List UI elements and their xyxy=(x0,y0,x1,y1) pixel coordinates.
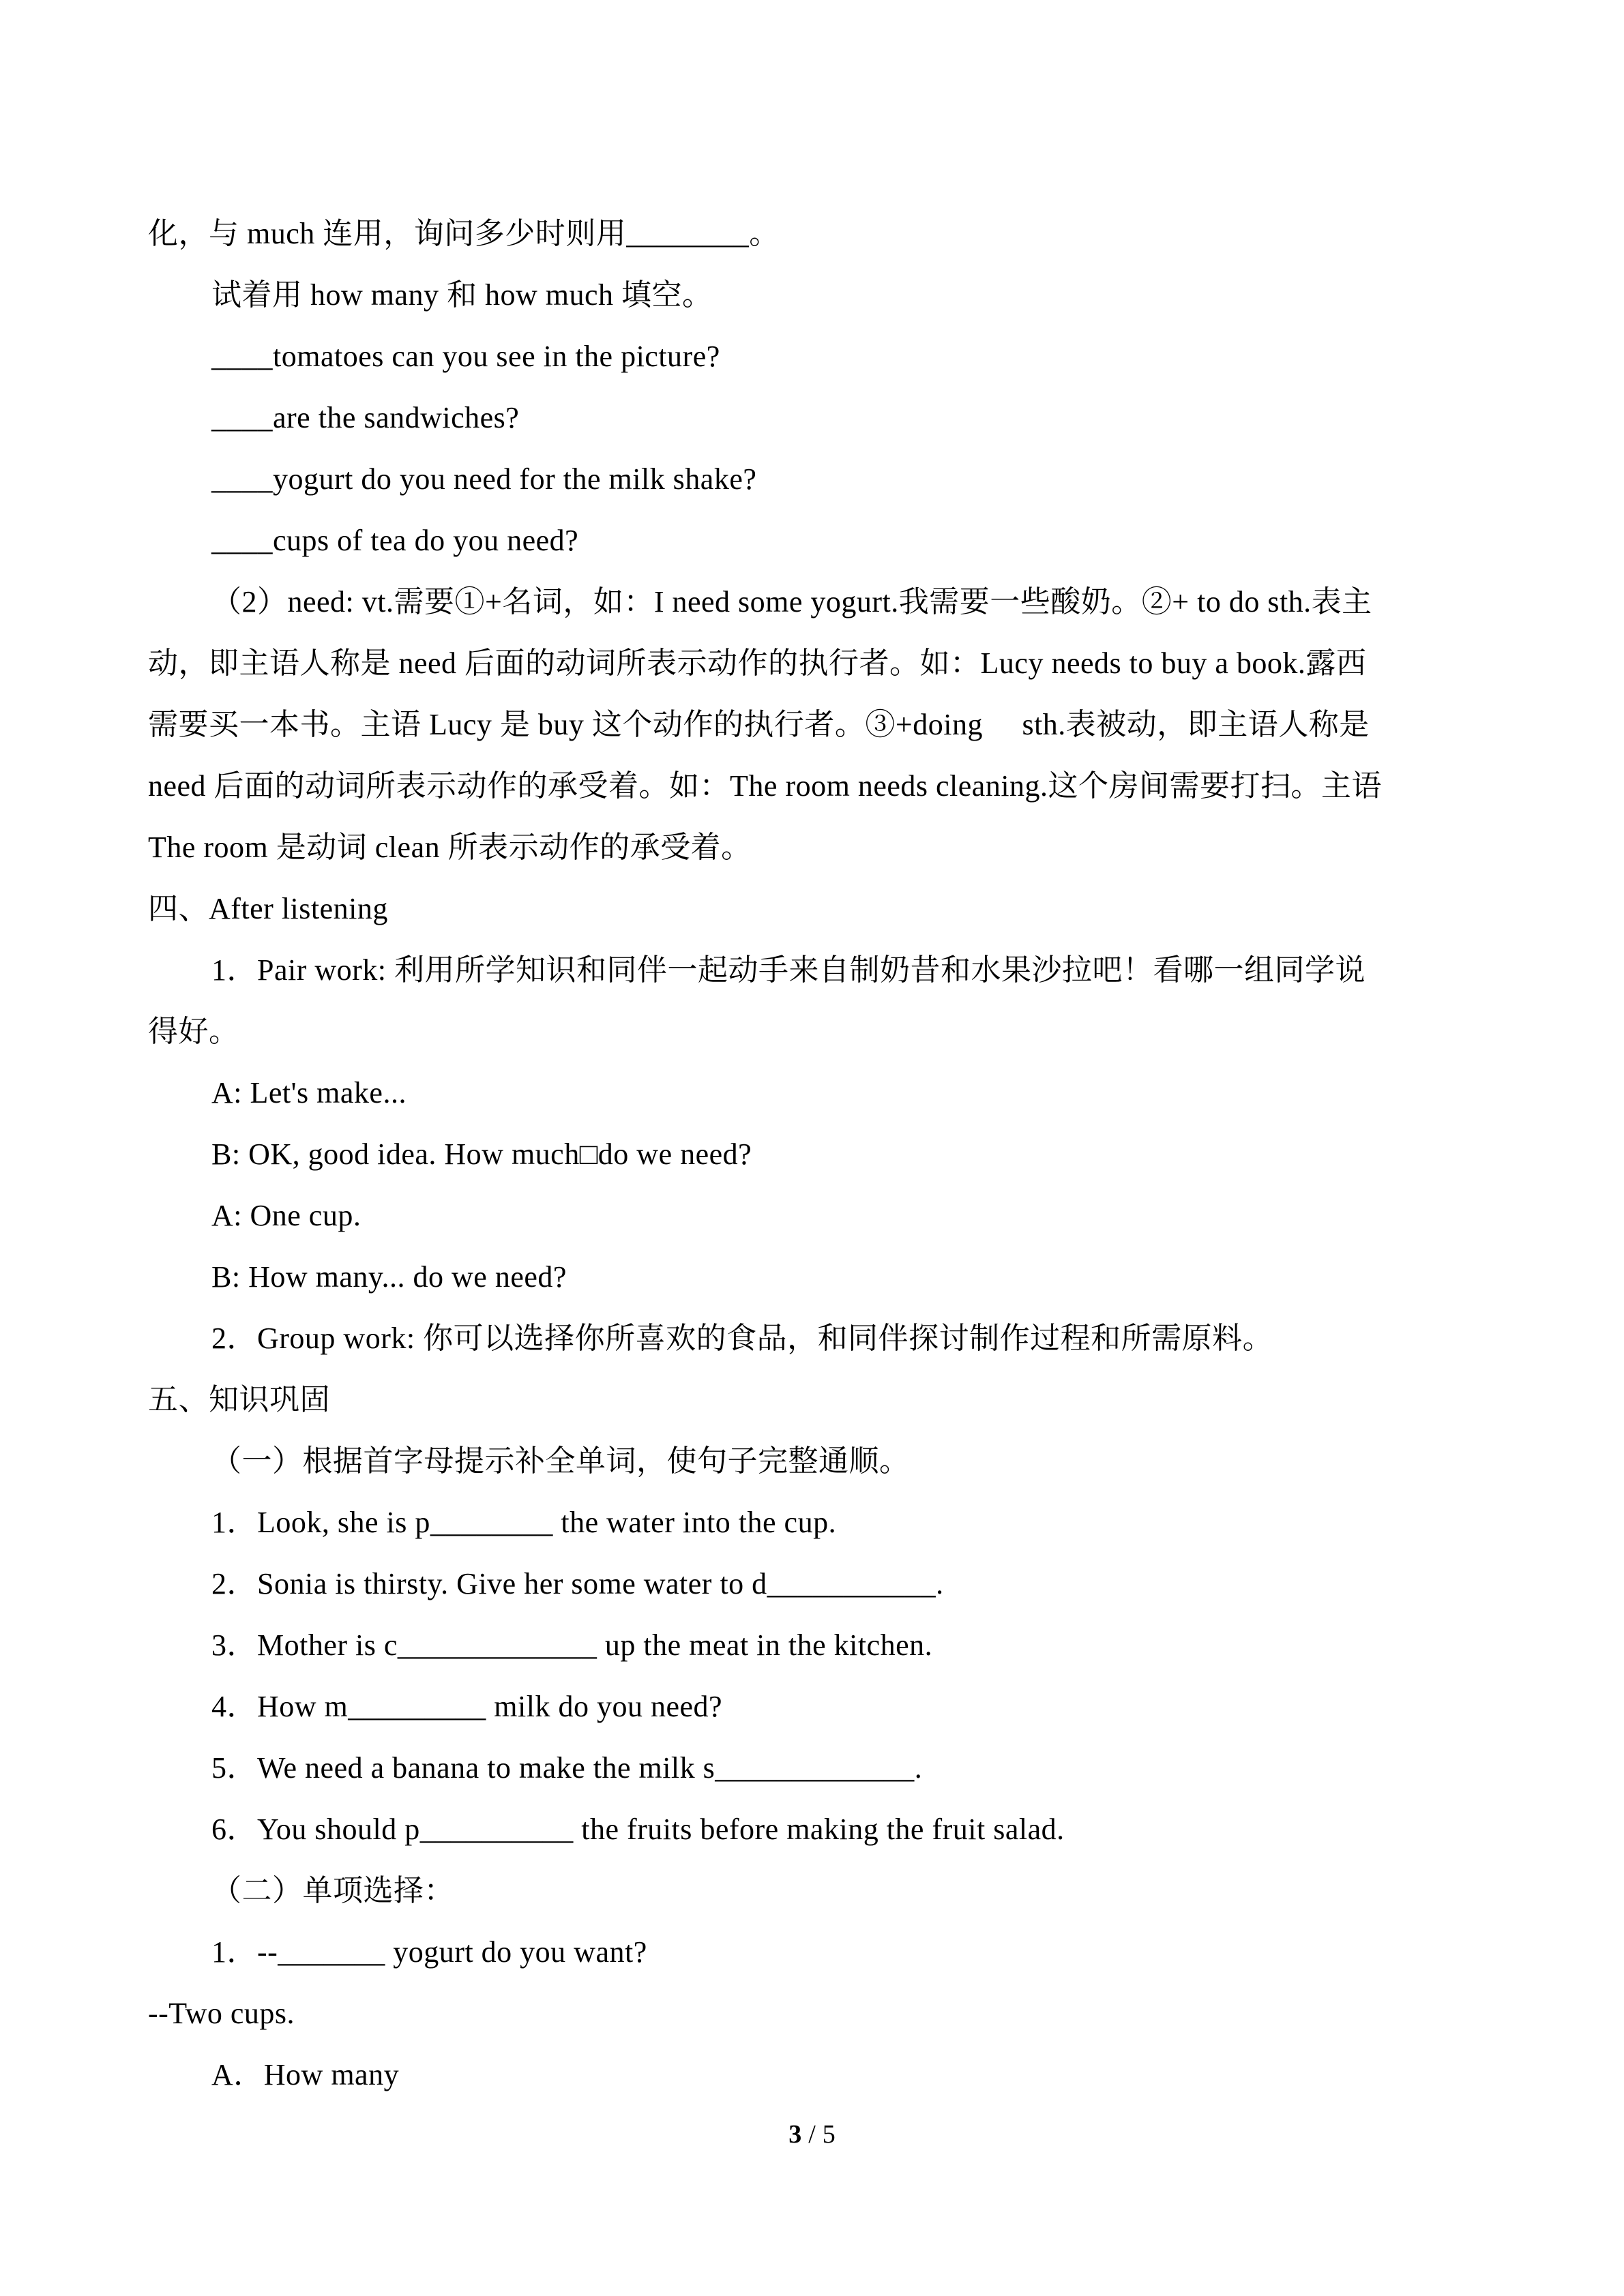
doc-line: A: Let's make... xyxy=(211,1076,407,1109)
doc-line: 试着用 how many 和 how much 填空。 xyxy=(211,278,713,312)
doc-line: B: OK, good idea. How much□do we need? xyxy=(211,1137,752,1171)
doc-line: （一）根据首字母提示补全单词，使句子完整通顺。 xyxy=(211,1444,910,1478)
page-number-separator: / xyxy=(808,2120,816,2149)
doc-line: 2．Sonia is thirsty. Give her some water to d___________. xyxy=(211,1567,944,1600)
doc-line: 1．Pair work: 利用所学知识和同伴一起动手来自制奶昔和水果沙拉吧！看哪一组同学说 xyxy=(211,953,1366,987)
page-number-total: 5 xyxy=(822,2120,836,2149)
doc-line: need 后面的动词所表示动作的承受着。如：The room needs cleaning.这个房间需要打扫。主语 xyxy=(148,769,1383,803)
doc-line: 3．Mother is c_____________ up the meat in the kitchen. xyxy=(211,1628,933,1662)
doc-line: 2．Group work: 你可以选择你所喜欢的食品，和同伴探讨制作过程和所需原料。 xyxy=(211,1322,1273,1355)
doc-line: 6．You should p__________ the fruits before making the fruit salad. xyxy=(211,1813,1065,1846)
doc-line: 动，即主语人称是 need 后面的动词所表示动作的执行者。如：Lucy needs to buy a book.露西 xyxy=(148,646,1367,680)
doc-line: ____are the sandwiches? xyxy=(211,401,520,434)
doc-line: （2）need: vt.需要①+名词，如：I need some yogurt.我需要一些酸奶。②+ to do sth.表主 xyxy=(211,585,1372,618)
page-footer xyxy=(0,2119,1624,2149)
doc-line: 得好。 xyxy=(148,1015,239,1048)
doc-line: 1．Look, she is p________ the water into the cup. xyxy=(211,1506,837,1539)
section-heading: 五、知识巩固 xyxy=(148,1383,330,1416)
doc-line: 1．--_______ yogurt do you want? xyxy=(211,1935,647,1969)
doc-line: ____yogurt do you need for the milk shake? xyxy=(211,462,757,496)
doc-line: The room 是动词 clean 所表示动作的承受着。 xyxy=(148,831,752,864)
page-number-current: 3 xyxy=(788,2120,802,2149)
doc-line: ____tomatoes can you see in the picture? xyxy=(211,340,720,373)
doc-line: ____cups of tea do you need? xyxy=(211,524,579,557)
doc-line: A: One cup. xyxy=(211,1199,361,1232)
doc-line: （二）单项选择： xyxy=(211,1874,454,1907)
doc-line: 4．How m_________ milk do you need? xyxy=(211,1690,723,1723)
document-content xyxy=(148,203,1495,2106)
doc-line: A．How many xyxy=(211,2058,400,2091)
doc-line: 需要买一本书。主语 Lucy 是 buy 这个动作的执行者。③+doing sth.表被动，即主语人称是 xyxy=(148,708,1370,741)
doc-line: --Two cups. xyxy=(148,1997,295,2030)
doc-line: B: How many... do we need? xyxy=(211,1260,567,1294)
section-heading: 四、After listening xyxy=(148,892,388,925)
doc-line: 5．We need a banana to make the milk s_____________. xyxy=(211,1751,923,1785)
doc-line: 化，与 much 连用，询问多少时则用________。 xyxy=(148,217,780,250)
